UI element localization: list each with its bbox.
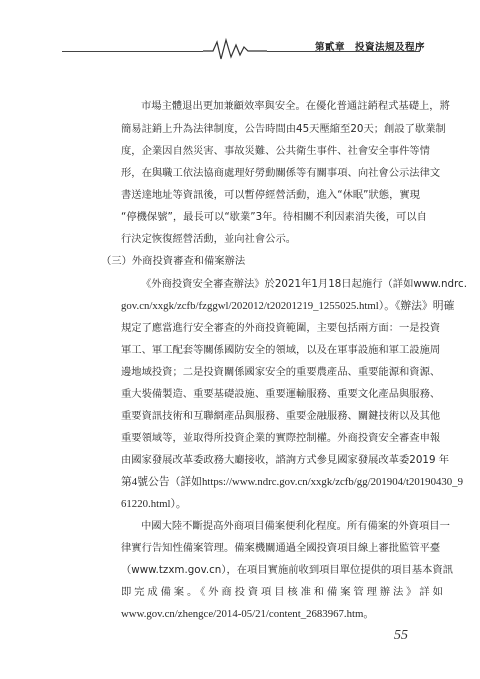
paragraph-1-line-2: 簡易註銷上升為法律制度，公告時間由45天壓縮至20天；創設了歇業制: [121, 123, 446, 135]
page-number: 55: [394, 628, 408, 643]
paragraph-2-line-11: 61220.html）。: [121, 498, 187, 510]
paragraph-2-line-6: 重大裝備製造、重要基礎設施、重要運輸服務、重要文化產品與服務、: [121, 388, 441, 400]
paragraph-1-line-6: “停機保號”，最長可以“歇業”3年。待相關不利因素消失後，可以自: [121, 211, 427, 223]
paragraph-1-line-7: 行決定恢復經營活動，並向社會公示。: [121, 233, 297, 245]
paragraph-3-line-5: www.gov.cn/zhengce/2014-05/21/content_2683967.htm。: [121, 608, 375, 620]
section-heading: （三）外商投資審查和備案辦法: [101, 255, 246, 267]
paragraph-2-line-3: 規定了應當進行安全審查的外商投資範圍，主要包括兩方面：一是投資: [121, 322, 441, 334]
paragraph-2-line-10: 第4號公告（詳如https://www.ndrc.gov.cn/xxgk/zcfb/gg/201904/t20190430_9: [121, 476, 463, 488]
paragraph-2-line-5: 邊地域投資；二是投資關係國家安全的重要農產品、重要能源和資源、: [121, 366, 441, 378]
chapter-title: 第貳章 投資法規及程序: [315, 42, 426, 53]
paragraph-1-line-4: 形，在與職工依法協商處理好勞動關係等有關事項、向社會公示法律文: [121, 167, 441, 179]
paragraph-2-line-4: 軍工、軍工配套等關係國防安全的領域，以及在軍事設施和軍工設施周: [121, 344, 441, 356]
paragraph-1-line-3: 度，企業因自然災害、事故災難、公共衛生事件、社會安全事件等情: [121, 145, 430, 157]
paragraph-3-line-3: （www.tzxm.gov.cn），在項目實施前收到項目單位提供的項目基本資訊: [121, 564, 453, 576]
paragraph-3-line-4: 即完成備案。《外商投資項目核准和備案管理辦法》詳如: [121, 586, 446, 598]
paragraph-2-line-8: 重要領域等，並取得所投資企業的實際控制權。外商投資安全審查申報: [121, 432, 441, 444]
paragraph-2-line-1: 《外商投資安全審查辦法》於2021年1月18日起施行（詳如www.ndrc.: [141, 278, 467, 290]
paragraph-1-line-1: 市場主體退出更加兼顧效率與安全。在優化普通註銷程式基礎上，將: [141, 100, 450, 112]
paragraph-3-line-1: 中國大陸不斷提高外商項目備案便利化程度。所有備案的外資項目一: [141, 520, 450, 532]
paragraph-3-line-2: 律實行告知性備案管理。備案機關通過全國投資項目線上審批監管平臺: [121, 542, 441, 554]
paragraph-2-line-2: gov.cn/xxgk/zcfb/fzggwl/202012/t20201219_1255025.html）。《辦法》明確: [121, 300, 455, 312]
paragraph-2-line-9: 由國家發展改革委政務大廳接收，諮詢方式參見國家發展改革委2019 年: [121, 454, 450, 466]
paragraph-2-line-7: 重要資訊技術和互聯網產品與服務、重要金融服務、關鍵技術以及其他: [121, 410, 441, 422]
paragraph-1-line-5: 書送達地址等資訊後，可以暫停經營活動，進入“休眠”狀態，實現: [121, 189, 420, 201]
